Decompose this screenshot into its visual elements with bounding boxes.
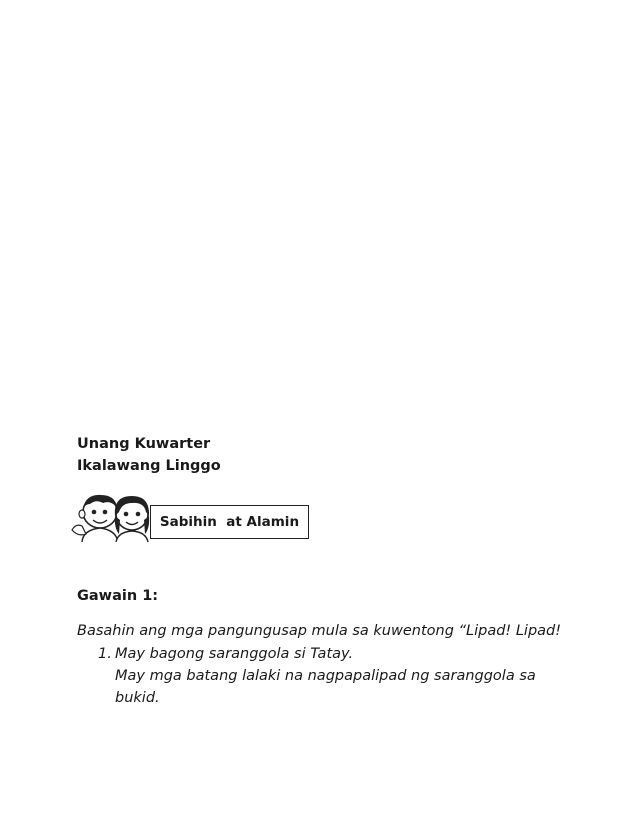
week-heading: Ikalawang Linggo <box>77 458 221 474</box>
two-children-icon <box>70 490 162 542</box>
quarter-heading: Unang Kuwarter <box>77 436 211 452</box>
document-heading <box>77 433 221 477</box>
activity-instruction: Basahin ang mga pangungusap mula sa kuwentong “Lipad! Lipad! <box>77 623 562 639</box>
item-number: 1. <box>98 646 112 662</box>
list-item <box>98 643 536 709</box>
item-line: May bagong saranggola si Tatay. <box>115 646 354 662</box>
section-label: Sabihin at Alamin <box>159 514 300 530</box>
item-line: bukid. <box>115 690 160 706</box>
item-line: May mga batang lalaki na nagpapalipad ng saranggola sa <box>115 668 536 684</box>
activity-title: Gawain 1: <box>77 588 159 604</box>
section-banner <box>70 490 315 542</box>
sentence-list <box>98 643 536 709</box>
section-label-box <box>150 505 309 539</box>
